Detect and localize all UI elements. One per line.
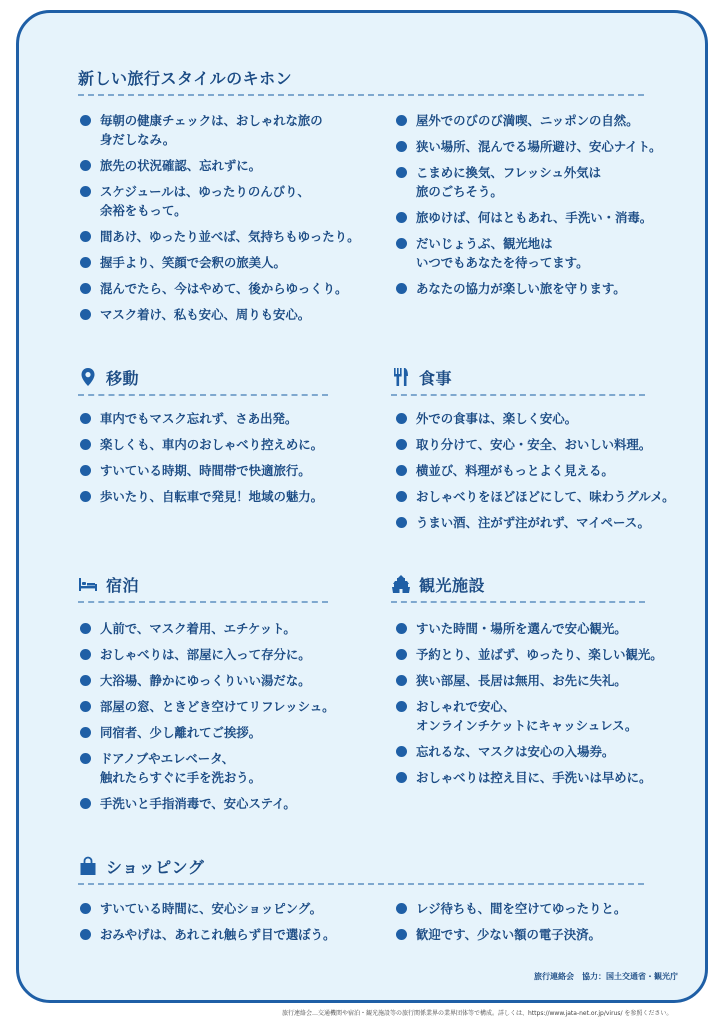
list-item: ドアノブやエレベータ、 触れたらすぐに手を洗おう。 [80,749,380,787]
section-lodging-divider [78,601,328,603]
section-sightseeing [391,573,645,603]
list-item: 狭い部屋、長居は無用、お先に失礼。 [396,671,696,690]
list-item: スケジュールは、ゆったりのんびり、 余裕をもって。 [80,182,380,220]
section-shopping-divider [78,883,644,885]
list-item: 同宿者、少し離れてご挨拶。 [80,723,380,742]
list-item: だいじょうぶ、観光地は いつでもあなたを待ってます。 [396,234,696,272]
list-item: 屋外でのびのび満喫、ニッポンの自然。 [396,111,696,130]
list-item: 握手より、笑顔で会釈の旅美人。 [80,253,380,272]
list-item: 横並び、料理がもっとよく見える。 [396,461,696,480]
list-item: おしゃべりは、部屋に入って存分に。 [80,645,380,664]
list-item: 忘れるな、マスクは安心の入場券。 [396,742,696,761]
list-item: おしゃべりをほどほどにして、味わうグルメ。 [396,487,696,506]
list-item: おしゃべりは控え目に、手洗いは早めに。 [396,768,696,787]
list-item: こまめに換気、フレッシュ外気は 旅のごちそう。 [396,163,696,201]
basic-list-left [80,111,380,331]
section-dining [391,366,645,396]
list-item: 混んでたら、今はやめて、後からゆっくり。 [80,279,380,298]
shopping-bag-icon [78,856,98,876]
castle-icon [391,574,411,594]
basic-list-right [396,111,696,305]
list-item: 人前で、マスク着用、エチケット。 [80,619,380,638]
section-sightseeing-header [391,573,645,595]
list-item: 車内でもマスク忘れず、さあ出発。 [80,409,380,428]
footer-note: 旅行連絡会…交通機関や宿泊・観光施設等の旅行関係業界の業界団体等で構成。詳しくは、https://www.jata-net.or.jp/virus/ を参照ください。 [282,1010,673,1017]
section-dining-divider [391,394,645,396]
list-item: 間あけ、ゆったり並べば、気持ちもゆったり。 [80,227,380,246]
section-lodging-header [78,573,328,595]
section-dining-header [391,366,645,388]
list-item: うまい酒、注がず注がれず、マイペース。 [396,513,696,532]
section-basic-header [78,66,644,88]
list-item: 毎朝の健康チェックは、おしゃれな旅の 身だしなみ。 [80,111,380,149]
section-sightseeing-title: 観光施設 [419,575,486,595]
section-transport [78,366,328,396]
section-lodging-title: 宿泊 [106,575,140,595]
section-lodging [78,573,328,603]
list-item: おしゃれで安心、 オンラインチケットにキャッシュレス。 [396,697,696,735]
section-basic [78,66,644,96]
list-item: 取り分けて、安心・安全、おいしい料理。 [396,435,696,454]
list-item: 歩いたり、自転車で発見！地域の魅力。 [80,487,380,506]
section-transport-header [78,366,328,388]
sightseeing-list [396,619,696,794]
list-item: レジ待ちも、間を空けてゆったりと。 [396,899,696,918]
list-item: 楽しくも、車内のおしゃべり控えめに。 [80,435,380,454]
list-item: 予約とり、並ばず、ゆったり、楽しい観光。 [396,645,696,664]
lodging-list [80,619,380,820]
shopping-list-left [80,899,380,951]
section-transport-title: 移動 [106,368,140,388]
fork-knife-icon [391,367,411,387]
section-dining-title: 食事 [419,368,453,388]
list-item: あなたの協力が楽しい旅を守ります。 [396,279,696,298]
list-item: 手洗いと手指消毒で、安心ステイ。 [80,794,380,813]
transport-list [80,409,380,513]
list-item: 旅先の状況確認、忘れずに。 [80,156,380,175]
list-item: 狭い場所、混んでる場所避け、安心ナイト。 [396,137,696,156]
section-sightseeing-divider [391,601,645,603]
section-transport-divider [78,394,328,396]
section-shopping-title: ショッピング [106,857,205,877]
list-item: 歓迎です、少ない額の電子決済。 [396,925,696,944]
list-item: 旅ゆけば、何はともあれ、手洗い・消毒。 [396,208,696,227]
section-basic-title: 新しい旅行スタイルのキホン [78,68,293,88]
footer-credit: 旅行連絡会 協力：国土交通省・観光庁 [534,972,678,981]
list-item: おみやげは、あれこれ触らず目で選ぼう。 [80,925,380,944]
section-shopping [78,855,644,885]
shopping-list-right [396,899,696,951]
list-item: すいた時間・場所を選んで安心観光。 [396,619,696,638]
list-item: 外での食事は、楽しく安心。 [396,409,696,428]
list-item: 大浴場、静かにゆっくりいい湯だな。 [80,671,380,690]
dining-list [396,409,696,539]
list-item: すいている時期、時間帯で快適旅行。 [80,461,380,480]
list-item: 部屋の窓、ときどき空けてリフレッシュ。 [80,697,380,716]
list-item: マスク着け、私も安心、周りも安心。 [80,305,380,324]
section-basic-divider [78,94,644,96]
section-shopping-header [78,855,644,877]
bed-icon [78,574,98,594]
map-pin-icon [78,367,98,387]
list-item: すいている時間に、安心ショッピング。 [80,899,380,918]
